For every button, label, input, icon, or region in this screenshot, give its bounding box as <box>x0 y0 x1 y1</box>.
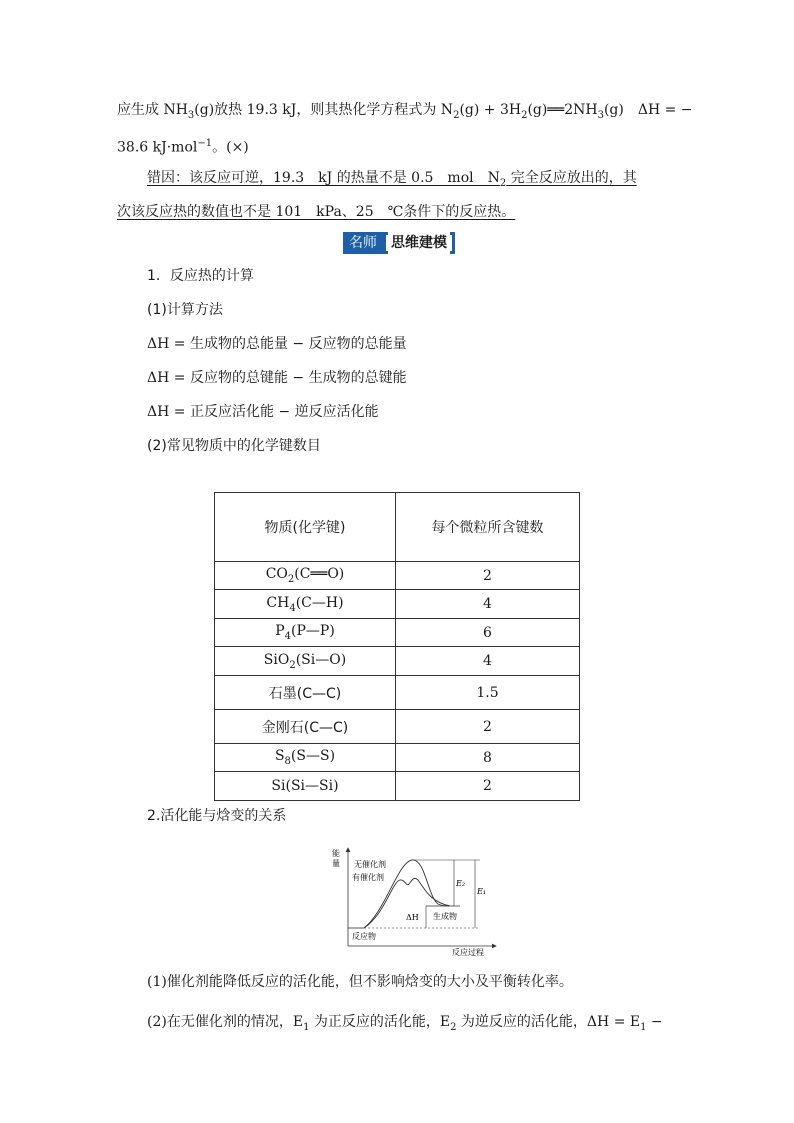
note-1: (1)催化剂能降低反应的活化能，但不影响焓变的大小及平衡转化率。 <box>147 974 573 990</box>
y-label-2: 量 <box>332 859 340 868</box>
table-cell-substance: 石墨(C—C) <box>215 676 396 710</box>
table-cell-count: 2 <box>396 562 580 590</box>
banner-right: 思维建模 <box>383 232 455 254</box>
x-label: 反应过程 <box>452 948 484 957</box>
formula-3: ΔH = 正反应活化能 − 逆反应活化能 <box>147 404 379 420</box>
table-cell-substance: SiO$_2$(Si—O) <box>215 647 396 676</box>
table-header-cell: 物质(化学键) <box>215 493 396 562</box>
y-label-1: 能 <box>332 849 340 858</box>
bond-count-table <box>214 492 580 801</box>
table-row <box>215 590 580 619</box>
label-e1: E₁ <box>477 887 487 896</box>
label-reactant: 反应物 <box>352 932 376 941</box>
table-row <box>215 676 580 710</box>
table-cell-substance: $P_4(P—P)$ <box>215 619 396 647</box>
table-row <box>215 710 580 744</box>
error-reason-line-2: 次该反应热的数值也不是 101 kPa、25 ℃条件下的反应热。 <box>117 204 516 220</box>
table-row <box>215 619 580 647</box>
table-row <box>215 647 580 676</box>
table-cell-count: 4 <box>396 590 580 619</box>
table-row <box>215 772 580 801</box>
formula-2: ΔH = 反应物的总键能 − 生成物的总键能 <box>147 370 407 386</box>
label-e2: E₂ <box>456 879 466 888</box>
table-cell-substance: $CH_4(C—H)$ <box>215 590 396 619</box>
table-cell-count: 1.5 <box>396 676 580 710</box>
text-line-enthalpy: 38.6 kJ·mol$^{-1}$。(×) <box>117 138 249 156</box>
label-no-catalyst: 无催化剂 <box>354 860 386 869</box>
table-row <box>215 562 580 590</box>
subsection-bond-count: (2)常见物质中的化学键数目 <box>147 438 321 454</box>
label-with-catalyst: 有催化剂 <box>352 873 384 882</box>
table-cell-count: 6 <box>396 619 580 647</box>
error-reason-line-1: 错因：该反应可逆，19.3 kJ 的热量不是 0.5 mol $N_2$ 完全反应放出的，其 <box>147 170 637 189</box>
section-title-2: 2.活化能与焓变的关系 <box>147 808 287 824</box>
table-cell-substance: Si(Si—Si) <box>215 772 396 801</box>
section-title-1: 1．反应热的计算 <box>147 268 254 284</box>
energy-diagram <box>330 842 500 957</box>
section-banner <box>343 232 455 254</box>
table-row <box>215 744 580 772</box>
subsection-method: (1)计算方法 <box>147 302 223 318</box>
label-product: 生成物 <box>433 912 457 921</box>
formula-1: ΔH = 生成物的总能量 − 反应物的总能量 <box>147 336 407 352</box>
table-cell-count: 4 <box>396 647 580 676</box>
table-cell-count: 2 <box>396 710 580 744</box>
note-2: (2)在无催化剂的情况，$E_1$ 为正反应的活化能，$E_2$ 为逆反应的活化能，$\Delta H = E_1$ − <box>147 1014 663 1033</box>
label-dh: ΔH <box>406 913 419 922</box>
table-header-row <box>215 493 580 562</box>
banner-left: 名师 <box>343 232 383 254</box>
text-line-equation: 应生成 $NH_3(g)$放热 19.3 kJ，则其热化学方程式为 $N_2(g)$ + $3H_2(g)══2NH_3(g)$ ΔH = − <box>117 102 693 121</box>
table-cell-substance: 金刚石(C—C) <box>215 710 396 744</box>
table-cell-count: 2 <box>396 772 580 801</box>
table-cell-substance: $CO_2(C══O)$ <box>215 562 396 590</box>
table-cell-substance: $S_8(S—S)$ <box>215 744 396 772</box>
table-cell-count: 8 <box>396 744 580 772</box>
table-header-cell: 每个微粒所含键数 <box>396 493 580 562</box>
